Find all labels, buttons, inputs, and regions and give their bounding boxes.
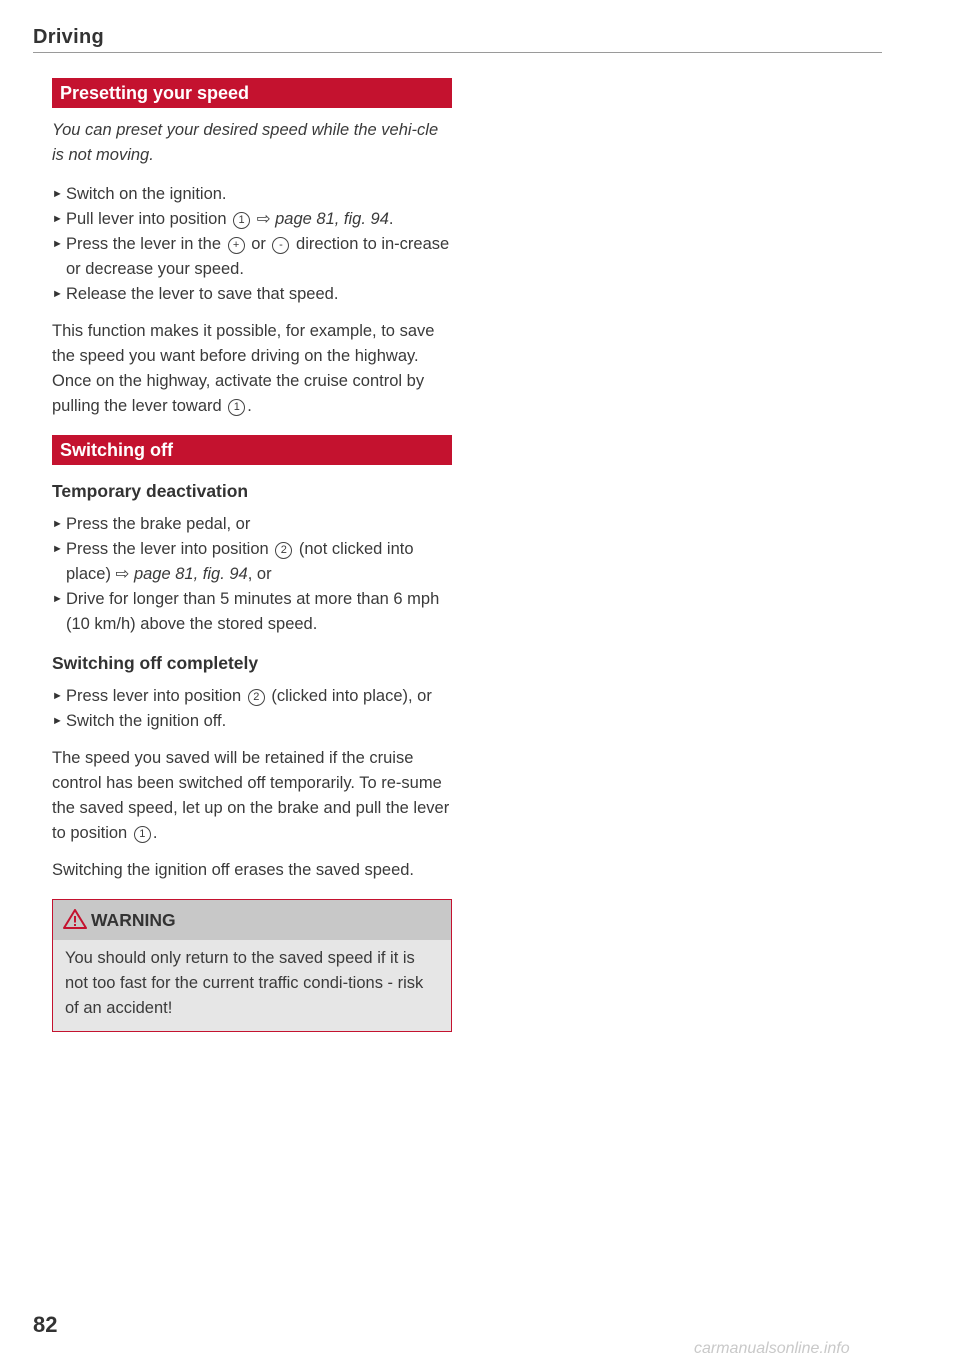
bullet-icon: ► bbox=[52, 690, 63, 702]
page-reference-link[interactable]: ⇨ page 81, fig. 94 bbox=[256, 210, 389, 228]
bullet-icon: ► bbox=[52, 518, 63, 530]
page-reference-link[interactable]: ⇨ page 81, fig. 94 bbox=[115, 565, 248, 583]
list-item: ► Release the lever to save that speed. bbox=[52, 282, 452, 307]
position-1-icon: 1 bbox=[134, 826, 151, 843]
warning-text: You should only return to the saved speed if it is not too fast for the current traffic condi-tions - risk of an accident! bbox=[65, 949, 424, 1017]
position-1-icon: 1 bbox=[228, 399, 245, 416]
warning-header bbox=[53, 900, 451, 940]
position-1-icon: 1 bbox=[233, 212, 250, 229]
temporary-steps bbox=[52, 512, 452, 637]
bullet-icon: ► bbox=[52, 593, 63, 605]
list-item: ► Switch the ignition off. bbox=[52, 709, 452, 734]
presetting-paragraph: This function makes it possible, for example, to save the speed you want before driving on the highway. Once on the highway, activate the cruise control by pulling the lever toward 1 . bbox=[52, 322, 435, 415]
list-item: ► Pull lever into position 1 ⇨ page 81, fig. 94. bbox=[52, 207, 452, 232]
erase-paragraph: Switching the ignition off erases the saved speed. bbox=[52, 861, 415, 879]
intro-text: You can preset your desired speed while the vehi-cle is not moving. bbox=[52, 121, 439, 164]
list-item: ► Press the lever in the + or - direction to in-crease or decrease your speed. bbox=[52, 232, 452, 282]
warning-title: WARNING bbox=[91, 910, 176, 930]
header-rule bbox=[33, 52, 882, 53]
bullet-icon: ► bbox=[52, 715, 63, 727]
warning-triangle-icon bbox=[63, 909, 87, 929]
plus-icon: + bbox=[228, 237, 245, 254]
bullet-icon: ► bbox=[52, 288, 63, 300]
list-item: ► Press lever into position 2 (clicked into place), or bbox=[52, 684, 452, 709]
position-2-icon: 2 bbox=[275, 542, 292, 559]
list-item: ► Drive for longer than 5 minutes at more than 6 mph (10 km/h) above the stored speed. bbox=[52, 587, 452, 637]
bullet-icon: ► bbox=[52, 188, 63, 200]
running-header: Driving bbox=[33, 26, 104, 48]
warning-box bbox=[52, 899, 452, 1032]
bullet-icon: ► bbox=[52, 543, 63, 555]
presetting-steps bbox=[52, 182, 452, 307]
watermark: carmanualsonline.info bbox=[694, 1340, 850, 1357]
subheading-completely: Switching off completely bbox=[52, 653, 259, 673]
page-number: 82 bbox=[33, 1312, 58, 1337]
bullet-icon: ► bbox=[52, 238, 63, 250]
list-item: ► Press the brake pedal, or bbox=[52, 512, 452, 537]
completely-steps bbox=[52, 684, 452, 734]
section-title-presetting: Presetting your speed bbox=[52, 78, 452, 108]
main-column bbox=[52, 78, 452, 1032]
retained-paragraph: The speed you saved will be retained if the cruise control has been switched off temporarily. To re-sume the saved speed, let up on the brake and pull the lever to position 1 . bbox=[52, 749, 450, 842]
minus-icon: - bbox=[272, 237, 289, 254]
subheading-temporary: Temporary deactivation bbox=[52, 481, 249, 501]
section-title-switching-off: Switching off bbox=[52, 435, 452, 465]
list-item: ► Switch on the ignition. bbox=[52, 182, 452, 207]
bullet-icon: ► bbox=[52, 213, 63, 225]
list-item: ► Press the lever into position 2 (not clicked into place) ⇨ page 81, fig. 94, or bbox=[52, 537, 452, 587]
position-2-icon: 2 bbox=[248, 689, 265, 706]
